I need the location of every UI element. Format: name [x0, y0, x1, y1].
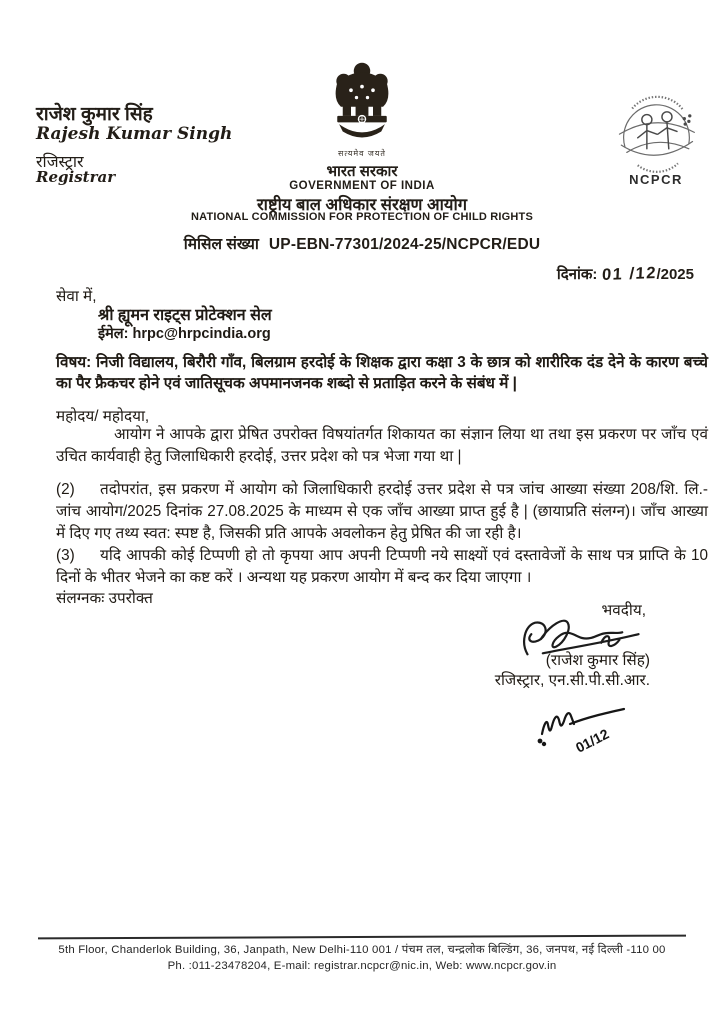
- commission-hindi: राष्ट्रीय बाल अधिकार संरक्षण आयोग: [256, 196, 468, 214]
- valediction: भवदीय,: [601, 602, 646, 619]
- handwritten-mark-date: 01/12: [572, 725, 612, 756]
- commission-english: NATIONAL COMMISSION FOR PROTECTION OF CHILD RIGHTS: [190, 211, 534, 223]
- date-handwritten: 01 /12: [601, 264, 658, 284]
- paragraph-3-text: यदि आपकी कोई टिप्पणी हो तो कृपया आप अपनी टिप्पणी नये साक्ष्यों एवं दस्तावेजों के साथ पत्र प्राप्ति के 10 दिनों के भीतर भेजने का कष्ट करें । अन्यथा यह प्रकरण आयोग में बन्द कर दिया जाएगा ।: [56, 547, 708, 587]
- signatory-designation-english: Registrar: [36, 168, 116, 186]
- email-address: hrpc@hrpcindia.org: [132, 326, 271, 342]
- handwritten-initials-icon: [534, 700, 634, 762]
- body-paragraph-1: आयोग ने आपके द्वारा प्रेषित उपरोक्त विषयांतर्गत शिकायत का संज्ञान लिया था तथा इस प्रकरण पर जाँच एवं उचित कार्यवाही हेतु जिलाधिकारी हरदोई, उत्तर प्रदेश को पत्र भेजा गया था |: [56, 426, 708, 466]
- body-paragraph-2: [56, 479, 708, 546]
- signer-designation: रजिस्ट्रार, एन.सी.पी.सी.आर.: [494, 672, 650, 689]
- recipient-salutation: सेवा में,: [56, 288, 97, 305]
- signatory-name-english: Rajesh Kumar Singh: [36, 124, 233, 144]
- body-salutation: महोदय/ महोदया,: [56, 408, 150, 425]
- date-line: [557, 264, 694, 284]
- file-number-line: [0, 232, 724, 254]
- recipient-email-line: [98, 324, 271, 345]
- emblem-motto: सत्यमेव जयते: [338, 149, 386, 158]
- subject-line: विषय: निजी विद्यालय, बिरौरी गाँव, बिलग्राम हरदोई के शिक्षक द्वारा कक्षा 3 के छात्र को शारीरिक दंड देने के कारण बच्चे का पैर फ्रैकचर होने एवं जातिसूचक अपमानजनक शब्दो से प्रताड़ित करने के संबंध में |: [56, 354, 708, 393]
- date-printed-year: /2025: [656, 266, 694, 283]
- paragraph-3-number: (3): [56, 547, 75, 564]
- signer-name: (राजेश कुमार सिंह): [545, 652, 650, 669]
- signatory-name-hindi: राजेश कुमार सिंह: [36, 104, 153, 125]
- ashoka-emblem-icon: [329, 60, 395, 146]
- government-hindi: भारत सरकार: [326, 163, 398, 180]
- paragraph-2-number: (2): [56, 481, 75, 498]
- footer-contact: Ph. :011-23478204, E-mail: registrar.ncpcr@nic.in, Web: www.ncpcr.gov.in: [167, 960, 557, 972]
- file-number-value: UP-EBN-77301/2024-25/NCPCR/EDU: [268, 236, 541, 253]
- date-label: दिनांक:: [556, 266, 598, 283]
- email-label: ईमेल:: [98, 326, 129, 342]
- footer-address: 5th Floor, Chanderlok Building, 36, Janpath, New Delhi-110 001 / पंचम तल, चन्द्रलोक बिल्डिंग, 36, जनपथ, नई दिल्ली -110 00: [58, 944, 666, 956]
- ncpcr-logo-label: NCPCR: [629, 172, 683, 187]
- body-paragraph-3: [56, 545, 708, 589]
- paragraph-2-text: तदोपरांत, इस प्रकरण में आयोग को जिलाधिकारी हरदोई उत्तर प्रदेश से पत्र जांच आख्या संख्या 208/शि. लि.-जांच आयोग/2025 दिनांक 27.08.2025 के माध्यम से एक जाँच आख्या प्राप्त हुई है | (छायाप्रति संलग्न)। जाँच आख्या में दिए गए तथ्य स्वत: स्पष्ट है, जिसकी प्रति आपके अवलोकन हेतु प्रेषित की जा रही है।: [56, 481, 708, 543]
- file-number-label: मिसिल संख्या: [183, 236, 259, 253]
- enclosure-line: संलग्नकः उपरोक्त: [56, 590, 153, 607]
- footer-divider: [38, 935, 686, 940]
- signatory-designation-hindi: रजिस्ट्रार: [36, 154, 84, 171]
- recipient-name: श्री ह्यूमन राइट्स प्रोटेक्शन सेल: [98, 307, 272, 324]
- government-english: GOVERNMENT OF INDIA: [289, 180, 435, 192]
